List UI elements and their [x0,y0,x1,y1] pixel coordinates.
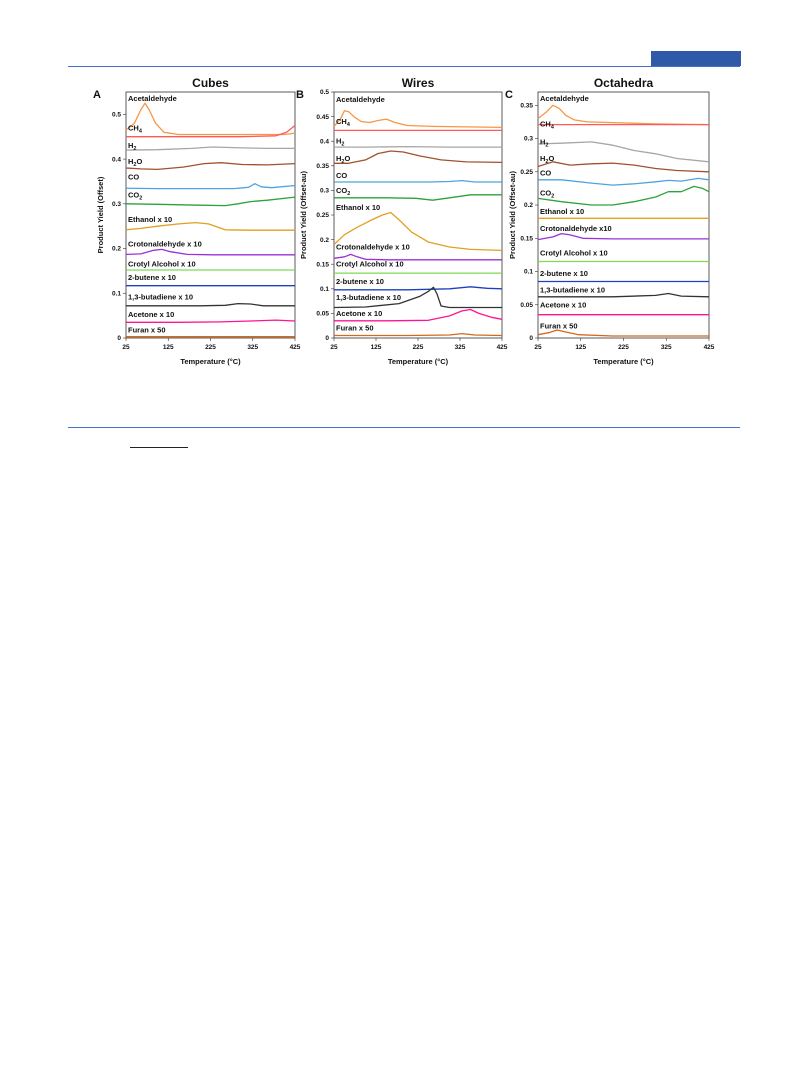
series-name: Furan x 50 [540,321,578,331]
series-line [334,334,502,336]
series-name: Acetone x 10 [128,309,175,319]
series-line [538,105,709,124]
series-name: Furan x 50 [128,325,166,335]
series-label [540,137,548,148]
series-subscript: 2 [347,190,351,197]
y-tick-label: 0.35 [520,102,533,110]
series-line [126,304,295,306]
y-tick-label: 0.2 [523,202,533,210]
x-tick-label: 325 [454,344,466,351]
y-tick-label: 0.5 [319,89,329,97]
y-axis-label: Product Yield (Offset-au) [299,171,308,259]
x-tick-label: 225 [205,344,216,351]
series-label [336,171,347,180]
y-axis-label: Product Yield (Offset) [96,176,105,254]
series-label [128,292,193,301]
series-name: Furan x 50 [336,323,374,333]
series-name: 2-butene x 10 [336,276,384,286]
chart-panel-c [505,76,715,366]
series-label [128,260,196,269]
series-label [128,240,202,249]
series-name: CH [540,119,551,129]
x-tick-label: 125 [370,344,382,351]
series-name: H [336,153,342,163]
series-name: CO [336,185,348,195]
series-label [128,325,166,334]
series-subscript: 4 [550,124,554,131]
y-tick-label: 0.35 [316,163,329,170]
y-tick-label: 0.4 [111,156,121,164]
series-line [538,330,709,336]
series-label [128,190,142,201]
x-axis-label: Temperature (°C) [387,357,449,366]
series-name: Ethanol x 10 [540,207,585,217]
x-tick-label: 325 [660,344,672,351]
series-subscript: 2 [133,161,137,168]
series-subscript: 2 [139,195,143,202]
series-line [334,111,502,128]
series-label [128,310,174,319]
series-name: 2-butene x 10 [128,273,176,283]
y-tick-label: 0.15 [316,261,329,269]
series-name: Crotonaldehyde x 10 [128,239,202,249]
y-tick-label: 0.3 [523,135,533,143]
series-name: Crotyl Alcohol x 10 [128,259,196,269]
series-label [540,322,578,331]
series-subscript: 2 [341,141,345,148]
series-name: 1,3-butadiene x 10 [540,285,606,295]
y-tick-label: 0.1 [523,268,533,276]
series-subscript: 2 [545,142,549,149]
series-label [336,260,404,269]
series-line [126,103,295,134]
series-suffix: O [136,156,143,166]
series-name: H [128,156,134,166]
chart-title: Cubes [192,76,229,90]
series-name: CO [540,188,552,198]
x-tick-label: 125 [575,344,587,351]
x-tick-label: 425 [496,344,508,351]
series-name: Crotonaldehyde x10 [540,223,612,233]
y-tick-label: 0.2 [319,236,329,244]
y-tick-label: 0.45 [316,113,329,121]
series-name: Ethanol x 10 [128,214,173,224]
y-tick-label: 0.2 [111,245,121,253]
series-label [128,172,139,181]
series-name: CO [336,171,348,181]
series-label [540,248,608,257]
series-label [128,123,143,134]
x-tick-label: 225 [618,344,629,351]
series-label [128,273,176,282]
series-subscript: 2 [551,193,555,200]
x-tick-label: 25 [534,344,542,351]
series-label [336,242,410,251]
series-line [334,151,502,163]
y-tick-label: 0 [325,335,329,343]
series-line [334,147,502,148]
y-tick-label: 0.5 [111,111,121,119]
chart-panel-a [93,76,301,366]
panel-letter: C [505,89,513,101]
series-label [540,119,555,130]
series-name: Acetaldehyde [128,94,177,104]
chart-panel-b [296,76,508,366]
y-tick-label: 0.3 [111,201,121,209]
series-line [538,142,709,162]
series-line [126,184,295,189]
series-label [336,309,382,318]
series-label [336,324,374,333]
chart-title: Wires [401,76,435,90]
series-name: CO [540,168,552,178]
series-name: CO [128,190,140,200]
y-tick-label: 0.1 [319,286,329,293]
series-name: 2-butene x 10 [540,269,588,279]
panel-letter: A [93,89,101,101]
series-label [540,300,586,309]
series-subscript: 2 [545,158,549,165]
series-label [540,286,605,295]
series-line [126,146,295,153]
y-axis-label: Product Yield (Offset-au) [508,171,517,259]
series-name: H [128,141,134,151]
series-name: 1,3-butadiene x 10 [128,292,194,302]
series-label [540,224,612,233]
series-suffix: O [548,153,555,163]
series-name: CO [128,172,140,182]
x-tick-label: 425 [703,344,715,351]
series-line [126,320,295,322]
series-label [540,154,554,165]
series-label [336,117,351,128]
chart-title: Octahedra [593,76,654,90]
series-name: CH [128,123,139,133]
panel-letter: B [296,89,304,101]
series-subscript: 4 [138,128,142,135]
series-name: H [336,136,342,146]
y-tick-label: 0.1 [111,290,121,298]
series-name: H [540,153,546,163]
series-name: Crotyl Alcohol x 10 [540,248,608,258]
series-label [336,203,380,212]
series-name: Acetaldehyde [336,94,385,104]
series-label [336,95,385,104]
series-subscript: 4 [346,122,350,129]
series-name: CH [336,117,347,127]
x-tick-label: 125 [162,344,174,351]
y-tick-label: 0.05 [316,310,329,318]
y-tick-label: 0.25 [520,168,533,176]
y-tick-label: 0.3 [319,187,329,195]
series-name: Crotonaldehyde x 10 [336,242,410,252]
series-label [336,137,344,148]
series-name: Crotyl Alcohol x 10 [336,259,404,269]
series-name: Acetaldehyde [540,94,589,104]
series-suffix: O [344,153,351,163]
series-line [334,181,502,182]
series-label [336,293,401,302]
series-label [336,277,384,286]
series-label [336,186,350,197]
x-tick-label: 25 [330,344,338,351]
series-label [128,94,177,103]
y-tick-label: 0 [529,335,533,343]
x-tick-label: 425 [289,344,301,351]
y-tick-label: 0.15 [520,235,533,243]
series-line [126,197,295,206]
series-label [540,207,584,216]
series-name: Acetone x 10 [540,300,587,310]
series-name: Ethanol x 10 [336,203,381,213]
series-subscript: 2 [341,158,345,165]
series-name: H [540,137,546,147]
series-label [540,169,551,178]
y-tick-label: 0 [117,335,121,343]
y-tick-label: 0.05 [520,301,533,309]
series-label [540,269,588,278]
series-name: 1,3-butadiene x 10 [336,293,402,303]
series-line [334,287,502,290]
series-line [538,186,709,205]
series-line [126,249,295,254]
series-line [538,178,709,185]
x-tick-label: 325 [247,344,259,351]
y-tick-label: 0.4 [319,138,329,146]
series-line [334,195,502,200]
series-label [128,215,172,224]
x-axis-label: Temperature (°C) [593,357,654,366]
x-axis-label: Temperature (°C) [180,357,241,366]
series-line [126,163,295,170]
x-tick-label: 225 [412,344,424,351]
series-line [538,162,709,172]
series-label [128,157,142,168]
series-line [538,234,709,240]
series-label [540,94,589,103]
series-name: Acetone x 10 [336,308,383,318]
series-subscript: 2 [133,146,137,153]
y-tick-label: 0.25 [316,212,329,220]
x-tick-label: 25 [122,344,130,351]
series-label [540,189,554,200]
